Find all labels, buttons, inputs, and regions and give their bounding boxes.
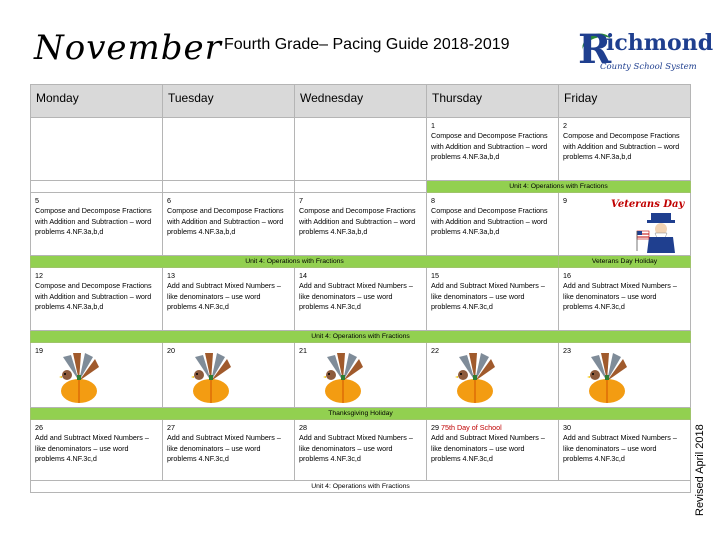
day-number: 7 [299, 196, 303, 205]
holiday-band: Veterans Day Holiday [559, 256, 691, 268]
lesson-text: Compose and Decompose Fractions with Addition and Subtraction – word problems 4.NF.3a,b,d [35, 281, 152, 312]
header-monday: Monday [31, 85, 163, 118]
day-number: 30 [563, 423, 571, 432]
logo-subtitle: County School System [600, 62, 697, 72]
day-number: 21 [299, 346, 307, 355]
day-cell [427, 420, 559, 481]
day-number: 12 [35, 271, 43, 280]
day-cell [295, 420, 427, 481]
day-number: 14 [299, 271, 307, 280]
day-number-value: 29 [431, 423, 439, 432]
logo-name: ichmond [606, 30, 714, 56]
day-cell-empty [163, 118, 295, 181]
header-thursday: Thursday [427, 85, 559, 118]
day-number [431, 423, 554, 433]
day-number: 15 [431, 271, 439, 280]
day-cell [163, 268, 295, 331]
unit-band: Unit 4: Operations with Fractions [427, 181, 691, 193]
day-number: 16 [563, 271, 571, 280]
unit-band: Unit 4: Operations with Fractions [31, 256, 559, 268]
day-number: 19 [35, 346, 43, 355]
day-cell-holiday [427, 343, 559, 408]
header-tuesday: Tuesday [163, 85, 295, 118]
veterans-day-image [581, 195, 691, 253]
day-cell-holiday [559, 343, 691, 408]
turkey-icon [317, 351, 369, 405]
day-cell-empty [31, 118, 163, 181]
day-cell [295, 193, 427, 256]
day-cell [163, 420, 295, 481]
band-blank [295, 181, 427, 193]
turkey-icon [53, 351, 105, 405]
day-number: 9 [563, 196, 567, 205]
week-row [31, 343, 691, 408]
turkey-icon [185, 351, 237, 405]
day-cell-veterans-day [559, 193, 691, 256]
week-row [31, 118, 691, 181]
header-wednesday: Wednesday [295, 85, 427, 118]
lesson-text: Add and Subtract Mixed Numbers – like denominators – use word problems 4.NF.3c,d [35, 433, 149, 464]
lesson-text: Add and Subtract Mixed Numbers – like denominators – use word problems 4.NF.3c,d [431, 281, 545, 312]
holiday-band: Thanksgiving Holiday [31, 408, 691, 420]
day-cell [559, 268, 691, 331]
day-number: 2 [563, 121, 567, 130]
lesson-text: Add and Subtract Mixed Numbers – like denominators – use word problems 4.NF.3c,d [563, 281, 677, 312]
day-cell [31, 420, 163, 481]
day-number: 20 [167, 346, 175, 355]
unit-band-row [31, 331, 691, 343]
unit-band: Unit 4: Operations with Fractions [31, 331, 691, 343]
unit-band-row [31, 481, 691, 493]
page-title: Fourth Grade– Pacing Guide 2018-2019 [224, 36, 510, 53]
day-number: 23 [563, 346, 571, 355]
day-cell [31, 193, 163, 256]
band-blank [31, 181, 163, 193]
unit-band-row [31, 256, 691, 268]
lesson-text: Compose and Decompose Fractions with Addition and Subtraction – word problems 4.NF.3a,b,d [35, 206, 152, 237]
day-cell [163, 193, 295, 256]
lesson-text: Compose and Decompose Fractions with Addition and Subtraction – word problems 4.NF.3a,b,d [431, 206, 548, 237]
day-cell-holiday [163, 343, 295, 408]
day-number: 13 [167, 271, 175, 280]
day-number: 6 [167, 196, 171, 205]
lesson-text: Add and Subtract Mixed Numbers – like denominators – use word problems 4.NF.3c,d [431, 433, 545, 464]
day-number: 8 [431, 196, 435, 205]
lesson-text: Add and Subtract Mixed Numbers – like denominators – use word problems 4.NF.3c,d [563, 433, 677, 464]
unit-band: Unit 4: Operations with Fractions [31, 481, 691, 493]
header-friday: Friday [559, 85, 691, 118]
day-cell-empty [295, 118, 427, 181]
day-cell [559, 118, 691, 181]
district-logo [578, 26, 714, 78]
day-cell [427, 193, 559, 256]
day-number: 26 [35, 423, 43, 432]
day-cell-holiday [295, 343, 427, 408]
day-cell [295, 268, 427, 331]
logo-initial: R [578, 26, 612, 73]
day-cell [427, 268, 559, 331]
day-number: 27 [167, 423, 175, 432]
lesson-text: Add and Subtract Mixed Numbers – like denominators – use word problems 4.NF.3c,d [299, 433, 413, 464]
day-cell [427, 118, 559, 181]
day-number: 5 [35, 196, 39, 205]
day-cell [559, 420, 691, 481]
veterans-day-image-label: Veterans Day [611, 199, 685, 210]
day-cell-holiday [31, 343, 163, 408]
day-cell [31, 268, 163, 331]
lesson-text: Compose and Decompose Fractions with Addition and Subtraction – word problems 4.NF.3a,b,d [431, 131, 548, 162]
lesson-text: Add and Subtract Mixed Numbers – like denominators – use word problems 4.NF.3c,d [299, 281, 413, 312]
lesson-text: Compose and Decompose Fractions with Addition and Subtraction – word problems 4.NF.3a,b,d [167, 206, 284, 237]
day-number: 1 [431, 121, 435, 130]
lesson-text: Add and Subtract Mixed Numbers – like denominators – use word problems 4.NF.3c,d [167, 281, 281, 312]
unit-band-row [31, 181, 691, 193]
week-row [31, 420, 691, 481]
day-number: 22 [431, 346, 439, 355]
week-row [31, 193, 691, 256]
special-day-note: 75th Day of School [441, 423, 502, 432]
band-blank [163, 181, 295, 193]
lesson-text: Compose and Decompose Fractions with Addition and Subtraction – word problems 4.NF.3a,b,d [299, 206, 416, 237]
month-title: November [34, 28, 222, 68]
lesson-text: Compose and Decompose Fractions with Addition and Subtraction – word problems 4.NF.3a,b,d [563, 131, 680, 162]
revised-note: Revised April 2018 [694, 424, 706, 516]
calendar-table [30, 84, 691, 493]
turkey-icon [581, 351, 633, 405]
day-number: 28 [299, 423, 307, 432]
weekday-header-row [31, 85, 691, 118]
unit-band-row [31, 408, 691, 420]
week-row [31, 268, 691, 331]
turkey-icon [449, 351, 501, 405]
lesson-text: Add and Subtract Mixed Numbers – like denominators – use word problems 4.NF.3c,d [167, 433, 281, 464]
